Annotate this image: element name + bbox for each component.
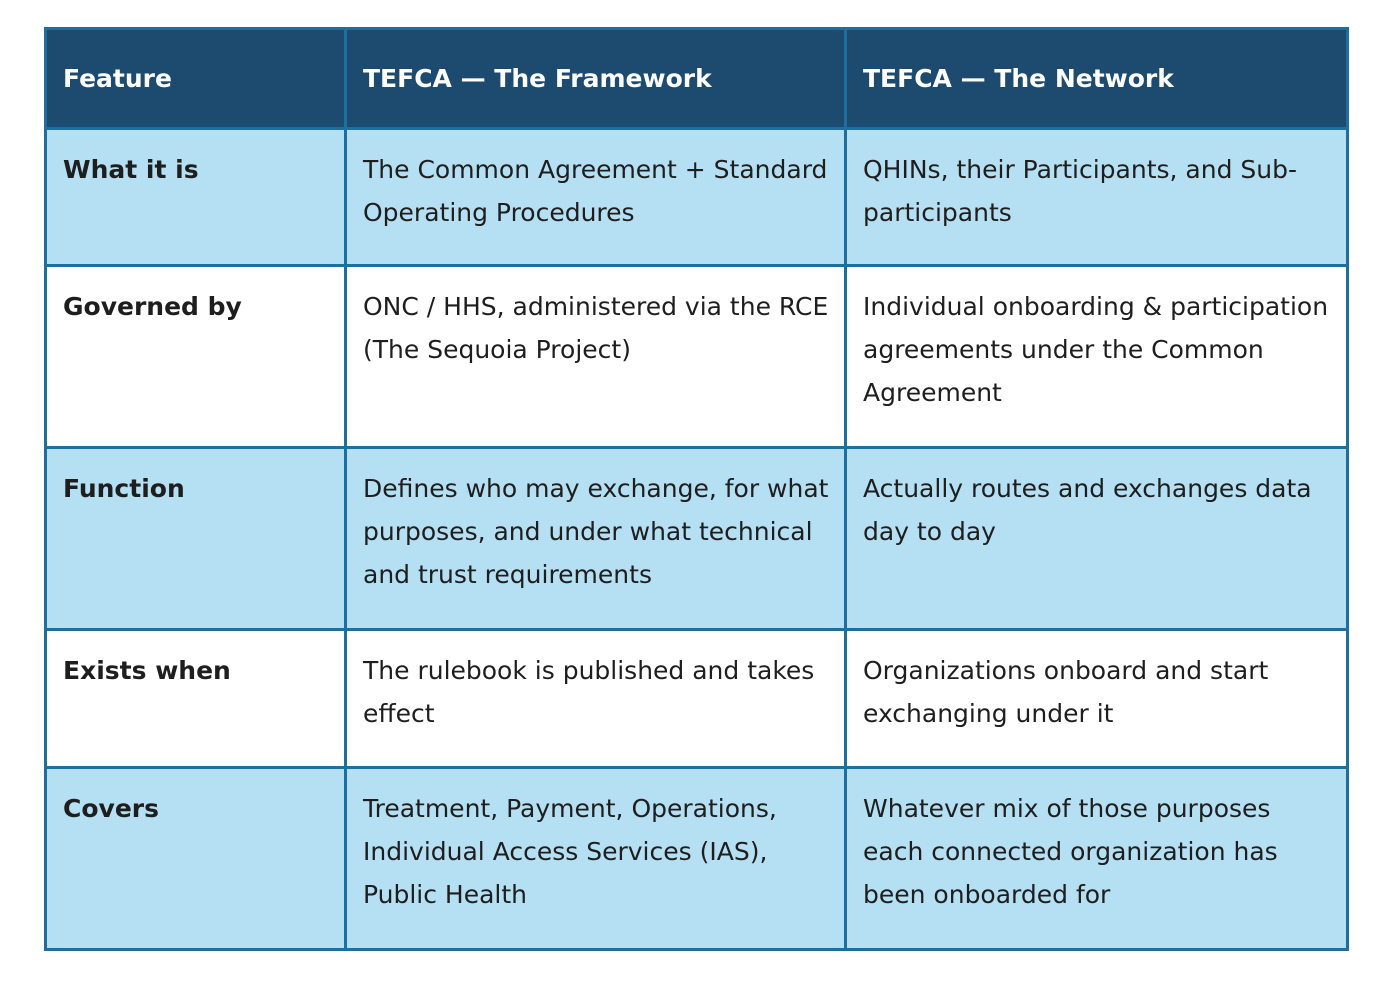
header-network: TEFCA — The Network [846, 29, 1348, 129]
framework-cell: Treatment, Payment, Operations, Individual Access Services (IAS), Public Health [346, 768, 846, 950]
table-row [46, 266, 1348, 448]
table-row [46, 129, 1348, 266]
network-cell: Actually routes and exchanges data day to day [846, 448, 1348, 630]
framework-cell: ONC / HHS, administered via the RCE (The Sequoia Project) [346, 266, 846, 448]
table-body [46, 129, 1348, 950]
table-header [46, 29, 1348, 129]
feature-cell: Covers [46, 768, 346, 950]
network-cell: Organizations onboard and start exchanging under it [846, 630, 1348, 768]
network-cell: Individual onboarding & participation agreements under the Common Agreement [846, 266, 1348, 448]
comparison-table [44, 27, 1349, 951]
table-row [46, 768, 1348, 950]
network-cell: Whatever mix of those purposes each connected organization has been onboarded for [846, 768, 1348, 950]
feature-cell: Exists when [46, 630, 346, 768]
framework-cell: The rulebook is published and takes effect [346, 630, 846, 768]
network-cell: QHINs, their Participants, and Sub-participants [846, 129, 1348, 266]
framework-cell: Defines who may exchange, for what purposes, and under what technical and trust requirements [346, 448, 846, 630]
feature-cell: What it is [46, 129, 346, 266]
header-feature: Feature [46, 29, 346, 129]
feature-cell: Governed by [46, 266, 346, 448]
header-row [46, 29, 1348, 129]
header-framework: TEFCA — The Framework [346, 29, 846, 129]
table-row [46, 448, 1348, 630]
table-row [46, 630, 1348, 768]
feature-cell: Function [46, 448, 346, 630]
framework-cell: The Common Agreement + Standard Operating Procedures [346, 129, 846, 266]
